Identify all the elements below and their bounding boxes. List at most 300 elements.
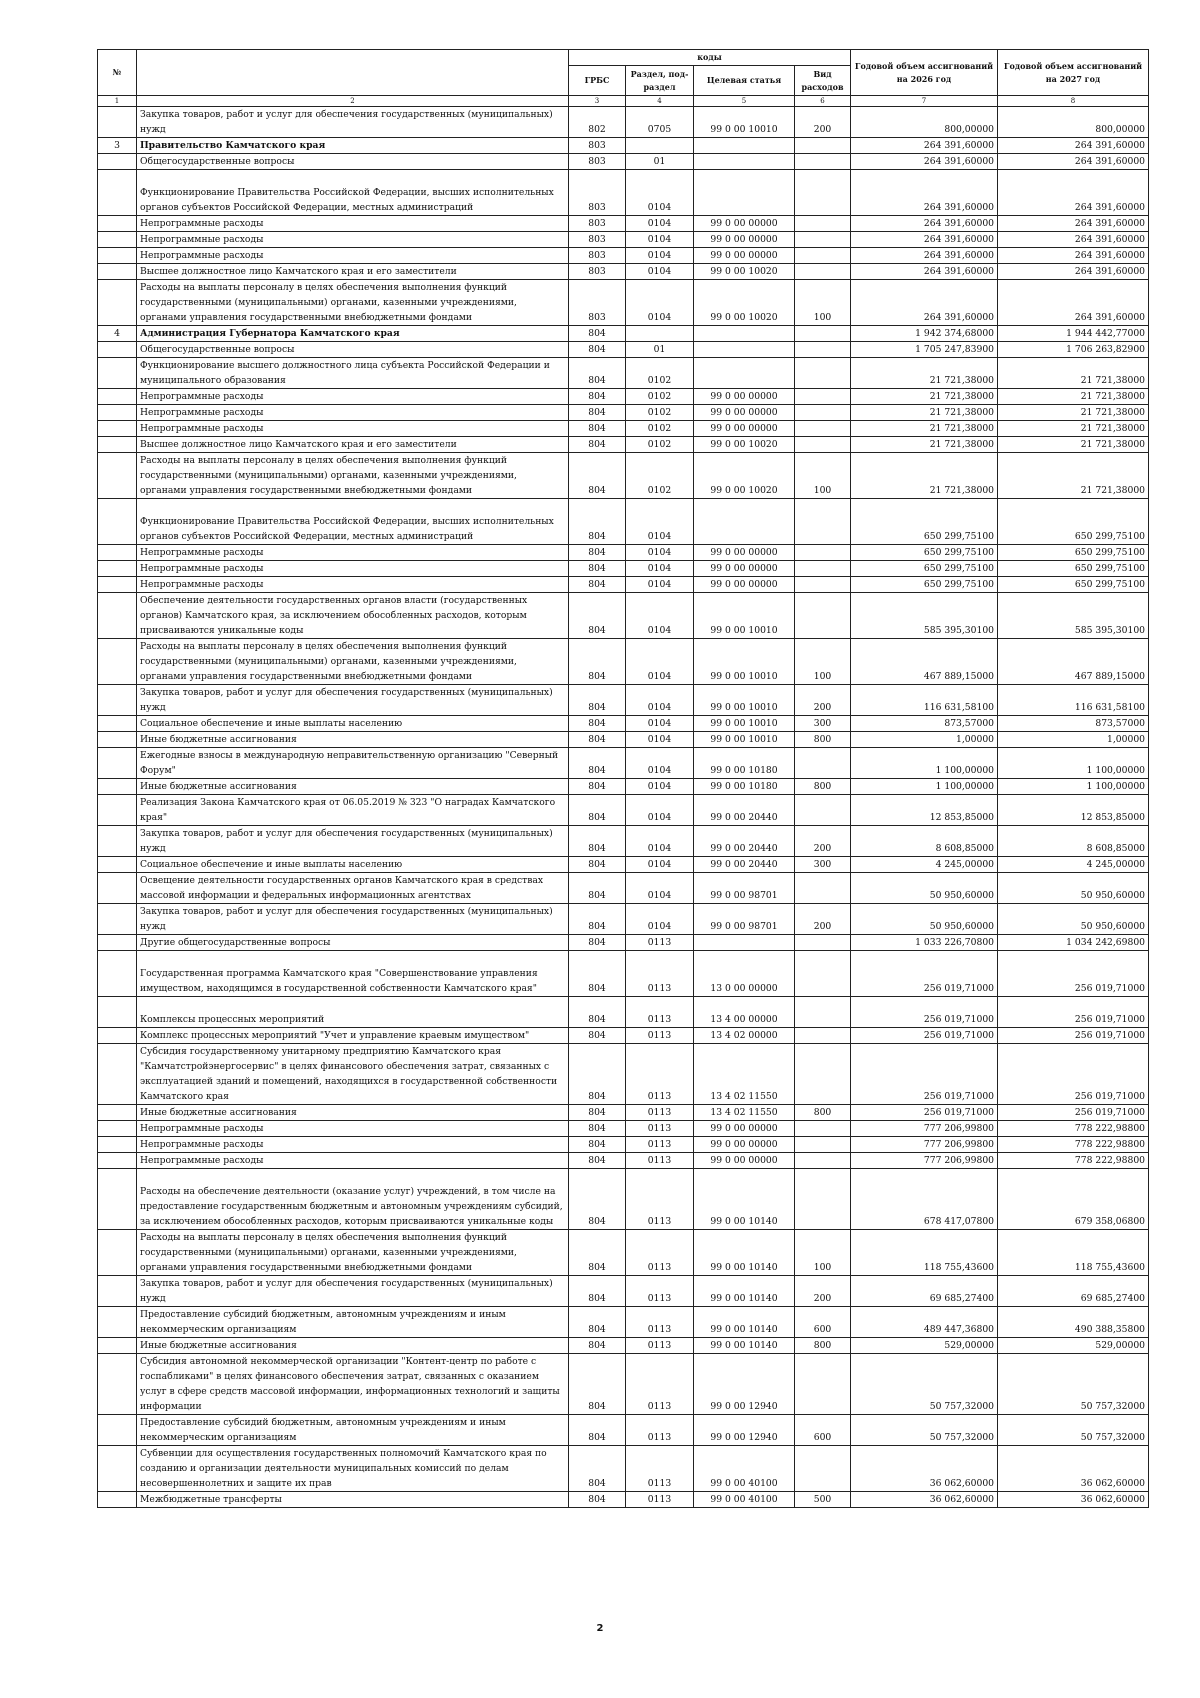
table-row xyxy=(98,1446,1149,1492)
table-row xyxy=(98,107,1149,138)
row-amount-2026: 1 705 247,83900 xyxy=(851,342,998,358)
row-grbs: 804 xyxy=(569,593,626,639)
row-name: Функционирование высшего должностного лица субъекта Российской Федерации и муниципального образования xyxy=(137,358,569,389)
row-target: 99 0 00 10180 xyxy=(694,779,795,795)
row-razdel: 0104 xyxy=(626,577,694,593)
row-amount-2026: 650 299,75100 xyxy=(851,577,998,593)
row-grbs: 804 xyxy=(569,437,626,453)
row-grbs: 803 xyxy=(569,264,626,280)
row-amount-2027: 21 721,38000 xyxy=(998,421,1149,437)
row-amount-2027: 1,00000 xyxy=(998,732,1149,748)
table-row xyxy=(98,1169,1149,1230)
table-row xyxy=(98,1276,1149,1307)
row-amount-2027: 467 889,15000 xyxy=(998,639,1149,685)
table-row xyxy=(98,1105,1149,1121)
row-number: 4 xyxy=(98,326,137,342)
table-row xyxy=(98,997,1149,1028)
row-grbs: 804 xyxy=(569,1169,626,1230)
table-row xyxy=(98,358,1149,389)
row-name: Субсидия государственному унитарному предприятию Камчатского края "Камчатстройэнергосервис" в целях финансового обеспечения затрат, связанных с эксплуатацией зданий и помещений, находящихся в государственной собственности Камчатского края xyxy=(137,1044,569,1105)
row-grbs: 804 xyxy=(569,577,626,593)
row-amount-2026: 873,57000 xyxy=(851,716,998,732)
row-razdel: 0104 xyxy=(626,545,694,561)
row-amount-2027: 778 222,98800 xyxy=(998,1121,1149,1137)
row-amount-2027: 21 721,38000 xyxy=(998,453,1149,499)
row-target xyxy=(694,138,795,154)
row-target: 99 0 00 20440 xyxy=(694,857,795,873)
row-number xyxy=(98,1105,137,1121)
row-name: Общегосударственные вопросы xyxy=(137,342,569,358)
row-grbs: 804 xyxy=(569,779,626,795)
row-amount-2027: 529,00000 xyxy=(998,1338,1149,1354)
row-target: 99 0 00 40100 xyxy=(694,1492,795,1508)
row-amount-2027: 21 721,38000 xyxy=(998,405,1149,421)
row-name: Иные бюджетные ассигнования xyxy=(137,1338,569,1354)
row-name: Администрация Губернатора Камчатского края xyxy=(137,326,569,342)
row-target xyxy=(694,342,795,358)
column-number: 2 xyxy=(137,96,569,107)
table-row xyxy=(98,280,1149,326)
row-number xyxy=(98,1169,137,1230)
row-target xyxy=(694,170,795,216)
row-amount-2026: 585 395,30100 xyxy=(851,593,998,639)
row-target: 99 0 00 10010 xyxy=(694,685,795,716)
row-amount-2027: 256 019,71000 xyxy=(998,997,1149,1028)
row-amount-2026: 1 100,00000 xyxy=(851,748,998,779)
row-target: 99 0 00 10010 xyxy=(694,732,795,748)
table-row xyxy=(98,795,1149,826)
row-amount-2026: 36 062,60000 xyxy=(851,1492,998,1508)
header-name xyxy=(137,50,569,96)
row-name: Закупка товаров, работ и услуг для обеспечения государственных (муниципальных) нужд xyxy=(137,826,569,857)
row-vid xyxy=(795,1121,851,1137)
row-razdel: 0104 xyxy=(626,904,694,935)
row-number xyxy=(98,545,137,561)
row-grbs: 804 xyxy=(569,1137,626,1153)
row-target: 13 4 00 00000 xyxy=(694,997,795,1028)
column-number: 3 xyxy=(569,96,626,107)
row-name: Обеспечение деятельности государственных органов власти (государственных органов) Камчатского края, за исключением обособленных расходов, которым присваиваются уникальные коды xyxy=(137,593,569,639)
row-amount-2026: 50 950,60000 xyxy=(851,904,998,935)
row-razdel: 0113 xyxy=(626,1137,694,1153)
row-amount-2027: 69 685,27400 xyxy=(998,1276,1149,1307)
row-name: Иные бюджетные ассигнования xyxy=(137,1105,569,1121)
row-vid: 100 xyxy=(795,639,851,685)
row-amount-2026: 21 721,38000 xyxy=(851,405,998,421)
row-amount-2026: 650 299,75100 xyxy=(851,499,998,545)
row-target: 99 0 00 10180 xyxy=(694,748,795,779)
row-amount-2027: 264 391,60000 xyxy=(998,138,1149,154)
row-amount-2026: 21 721,38000 xyxy=(851,453,998,499)
row-grbs: 804 xyxy=(569,1415,626,1446)
row-amount-2027: 650 299,75100 xyxy=(998,577,1149,593)
row-razdel: 0102 xyxy=(626,437,694,453)
row-amount-2027: 116 631,58100 xyxy=(998,685,1149,716)
row-vid xyxy=(795,154,851,170)
row-amount-2027: 50 950,60000 xyxy=(998,873,1149,904)
row-vid: 200 xyxy=(795,685,851,716)
row-amount-2026: 1 942 374,68000 xyxy=(851,326,998,342)
table-row xyxy=(98,1415,1149,1446)
row-number xyxy=(98,499,137,545)
row-grbs: 804 xyxy=(569,1338,626,1354)
row-grbs: 804 xyxy=(569,732,626,748)
row-amount-2027: 21 721,38000 xyxy=(998,358,1149,389)
row-amount-2026: 256 019,71000 xyxy=(851,1105,998,1121)
row-target: 13 4 02 11550 xyxy=(694,1044,795,1105)
row-razdel xyxy=(626,138,694,154)
row-razdel: 0113 xyxy=(626,1028,694,1044)
row-vid xyxy=(795,1354,851,1415)
row-razdel: 0104 xyxy=(626,716,694,732)
row-amount-2027: 256 019,71000 xyxy=(998,1028,1149,1044)
row-amount-2027: 256 019,71000 xyxy=(998,951,1149,997)
row-grbs: 804 xyxy=(569,748,626,779)
table-row xyxy=(98,779,1149,795)
row-number xyxy=(98,795,137,826)
row-grbs: 804 xyxy=(569,639,626,685)
row-amount-2026: 650 299,75100 xyxy=(851,545,998,561)
row-razdel: 0104 xyxy=(626,216,694,232)
row-name: Непрограммные расходы xyxy=(137,1137,569,1153)
row-amount-2027: 264 391,60000 xyxy=(998,154,1149,170)
row-target: 99 0 00 10010 xyxy=(694,593,795,639)
row-number xyxy=(98,154,137,170)
row-name: Непрограммные расходы xyxy=(137,248,569,264)
row-amount-2027: 256 019,71000 xyxy=(998,1044,1149,1105)
row-amount-2027: 1 944 442,77000 xyxy=(998,326,1149,342)
row-grbs: 804 xyxy=(569,857,626,873)
row-target xyxy=(694,326,795,342)
row-number xyxy=(98,421,137,437)
row-vid: 600 xyxy=(795,1307,851,1338)
row-amount-2027: 12 853,85000 xyxy=(998,795,1149,826)
row-grbs: 804 xyxy=(569,326,626,342)
row-number xyxy=(98,1415,137,1446)
row-number xyxy=(98,997,137,1028)
row-number xyxy=(98,280,137,326)
row-name: Высшее должностное лицо Камчатского края и его заместители xyxy=(137,264,569,280)
row-razdel: 0113 xyxy=(626,1415,694,1446)
row-number xyxy=(98,232,137,248)
row-amount-2026: 21 721,38000 xyxy=(851,358,998,389)
row-target: 99 0 00 10010 xyxy=(694,107,795,138)
row-grbs: 804 xyxy=(569,1044,626,1105)
row-amount-2026: 256 019,71000 xyxy=(851,951,998,997)
row-number xyxy=(98,170,137,216)
table-row xyxy=(98,1354,1149,1415)
row-amount-2027: 4 245,00000 xyxy=(998,857,1149,873)
row-vid: 300 xyxy=(795,857,851,873)
row-vid xyxy=(795,1153,851,1169)
row-grbs: 804 xyxy=(569,873,626,904)
row-grbs: 804 xyxy=(569,499,626,545)
row-amount-2026: 650 299,75100 xyxy=(851,561,998,577)
row-name: Непрограммные расходы xyxy=(137,561,569,577)
row-vid xyxy=(795,577,851,593)
row-grbs: 803 xyxy=(569,154,626,170)
row-amount-2026: 1,00000 xyxy=(851,732,998,748)
row-razdel: 0113 xyxy=(626,1105,694,1121)
row-name: Ежегодные взносы в международную неправительственную организацию "Северный Форум" xyxy=(137,748,569,779)
row-number xyxy=(98,1446,137,1492)
table-row xyxy=(98,1044,1149,1105)
row-name: Непрограммные расходы xyxy=(137,405,569,421)
row-grbs: 804 xyxy=(569,1307,626,1338)
row-number xyxy=(98,1044,137,1105)
row-name: Социальное обеспечение и иные выплаты населению xyxy=(137,716,569,732)
table-row xyxy=(98,453,1149,499)
table-row xyxy=(98,437,1149,453)
row-amount-2026: 69 685,27400 xyxy=(851,1276,998,1307)
table-row xyxy=(98,716,1149,732)
header-2027: Годовой объем ассигнований на 2027 год xyxy=(998,50,1149,96)
row-name: Комплекс процессных мероприятий "Учет и управление краевым имуществом" xyxy=(137,1028,569,1044)
row-razdel: 0113 xyxy=(626,1153,694,1169)
row-name: Освещение деятельности государственных органов Камчатского края в средствах массовой информации и федеральных информационных агентствах xyxy=(137,873,569,904)
row-amount-2026: 12 853,85000 xyxy=(851,795,998,826)
row-target: 99 0 00 10020 xyxy=(694,264,795,280)
row-razdel: 0104 xyxy=(626,593,694,639)
row-target: 13 4 02 11550 xyxy=(694,1105,795,1121)
row-vid xyxy=(795,437,851,453)
row-vid xyxy=(795,1028,851,1044)
row-grbs: 804 xyxy=(569,1446,626,1492)
row-amount-2027: 264 391,60000 xyxy=(998,280,1149,326)
row-number xyxy=(98,779,137,795)
row-grbs: 803 xyxy=(569,170,626,216)
row-amount-2026: 800,00000 xyxy=(851,107,998,138)
row-name: Функционирование Правительства Российской Федерации, высших исполнительных органов субъектов Российской Федерации, местных администраций xyxy=(137,170,569,216)
row-vid xyxy=(795,873,851,904)
row-name: Закупка товаров, работ и услуг для обеспечения государственных (муниципальных) нужд xyxy=(137,107,569,138)
row-amount-2026: 489 447,36800 xyxy=(851,1307,998,1338)
row-target: 99 0 00 00000 xyxy=(694,421,795,437)
row-amount-2027: 256 019,71000 xyxy=(998,1105,1149,1121)
row-number xyxy=(98,593,137,639)
row-target: 99 0 00 12940 xyxy=(694,1354,795,1415)
row-amount-2027: 1 100,00000 xyxy=(998,748,1149,779)
row-amount-2027: 778 222,98800 xyxy=(998,1153,1149,1169)
row-name: Предоставление субсидий бюджетным, автономным учреждениям и иным некоммерческим организациям xyxy=(137,1307,569,1338)
row-razdel: 0104 xyxy=(626,248,694,264)
row-vid: 200 xyxy=(795,904,851,935)
row-grbs: 802 xyxy=(569,107,626,138)
row-name: Расходы на обеспечение деятельности (оказание услуг) учреждений, в том числе на предоставление государственным бюджетным и автономным учреждениям субсидий, за исключением обособленных расходов, которым присваиваются уникальные коды xyxy=(137,1169,569,1230)
row-number xyxy=(98,1121,137,1137)
row-razdel: 0104 xyxy=(626,264,694,280)
row-vid: 200 xyxy=(795,1276,851,1307)
row-razdel: 0113 xyxy=(626,1121,694,1137)
row-target: 99 0 00 12940 xyxy=(694,1415,795,1446)
row-razdel: 0104 xyxy=(626,795,694,826)
row-vid xyxy=(795,138,851,154)
row-target: 99 0 00 98701 xyxy=(694,873,795,904)
row-target: 99 0 00 10140 xyxy=(694,1276,795,1307)
row-vid xyxy=(795,997,851,1028)
row-target: 13 0 00 00000 xyxy=(694,951,795,997)
row-target: 99 0 00 00000 xyxy=(694,232,795,248)
row-name: Социальное обеспечение и иные выплаты населению xyxy=(137,857,569,873)
row-name: Государственная программа Камчатского края "Совершенствование управления имуществом, находящимся в государственной собственности Камчатского края" xyxy=(137,951,569,997)
row-grbs: 804 xyxy=(569,389,626,405)
row-grbs: 804 xyxy=(569,951,626,997)
row-grbs: 804 xyxy=(569,826,626,857)
row-razdel xyxy=(626,326,694,342)
row-number xyxy=(98,904,137,935)
row-amount-2026: 1 100,00000 xyxy=(851,779,998,795)
row-number xyxy=(98,716,137,732)
row-name: Закупка товаров, работ и услуг для обеспечения государственных (муниципальных) нужд xyxy=(137,1276,569,1307)
row-grbs: 804 xyxy=(569,1230,626,1276)
row-razdel: 0113 xyxy=(626,1169,694,1230)
row-amount-2027: 36 062,60000 xyxy=(998,1492,1149,1508)
row-vid: 100 xyxy=(795,1230,851,1276)
row-target: 99 0 00 10140 xyxy=(694,1169,795,1230)
row-razdel: 0113 xyxy=(626,951,694,997)
row-vid xyxy=(795,545,851,561)
row-razdel: 0104 xyxy=(626,779,694,795)
row-target: 99 0 00 00000 xyxy=(694,1153,795,1169)
row-amount-2026: 264 391,60000 xyxy=(851,248,998,264)
header-vid: Вид расходов xyxy=(795,66,851,96)
row-name: Реализация Закона Камчатского края от 06.05.2019 № 323 "О наградах Камчатского края" xyxy=(137,795,569,826)
row-number xyxy=(98,264,137,280)
row-amount-2026: 264 391,60000 xyxy=(851,280,998,326)
row-name: Субвенции для осуществления государственных полномочий Камчатского края по созданию и организации деятельности муниципальных комиссий по делам несовершеннолетних и защите их прав xyxy=(137,1446,569,1492)
row-razdel: 0104 xyxy=(626,732,694,748)
row-target xyxy=(694,499,795,545)
row-razdel: 0102 xyxy=(626,389,694,405)
table-row xyxy=(98,857,1149,873)
row-grbs: 804 xyxy=(569,453,626,499)
row-amount-2026: 256 019,71000 xyxy=(851,1044,998,1105)
table-row xyxy=(98,264,1149,280)
row-number xyxy=(98,1354,137,1415)
row-amount-2026: 4 245,00000 xyxy=(851,857,998,873)
row-razdel: 0113 xyxy=(626,1338,694,1354)
row-amount-2027: 650 299,75100 xyxy=(998,561,1149,577)
row-name: Непрограммные расходы xyxy=(137,389,569,405)
row-razdel: 0705 xyxy=(626,107,694,138)
row-razdel: 0104 xyxy=(626,170,694,216)
row-number xyxy=(98,107,137,138)
row-vid xyxy=(795,593,851,639)
row-amount-2027: 1 034 242,69800 xyxy=(998,935,1149,951)
row-grbs: 803 xyxy=(569,248,626,264)
row-amount-2027: 264 391,60000 xyxy=(998,248,1149,264)
row-amount-2026: 116 631,58100 xyxy=(851,685,998,716)
row-target xyxy=(694,154,795,170)
row-amount-2027: 21 721,38000 xyxy=(998,389,1149,405)
row-vid xyxy=(795,326,851,342)
row-amount-2027: 50 757,32000 xyxy=(998,1354,1149,1415)
row-number xyxy=(98,1153,137,1169)
table-row xyxy=(98,935,1149,951)
table-row xyxy=(98,904,1149,935)
row-amount-2026: 467 889,15000 xyxy=(851,639,998,685)
table-row xyxy=(98,748,1149,779)
row-number xyxy=(98,873,137,904)
row-number xyxy=(98,216,137,232)
row-amount-2027: 585 395,30100 xyxy=(998,593,1149,639)
table-row xyxy=(98,232,1149,248)
row-name: Другие общегосударственные вопросы xyxy=(137,935,569,951)
row-vid xyxy=(795,561,851,577)
row-vid xyxy=(795,421,851,437)
row-amount-2027: 264 391,60000 xyxy=(998,264,1149,280)
row-amount-2027: 264 391,60000 xyxy=(998,170,1149,216)
column-number: 1 xyxy=(98,96,137,107)
row-name: Высшее должностное лицо Камчатского края и его заместители xyxy=(137,437,569,453)
header-num: № xyxy=(98,50,137,96)
row-amount-2027: 778 222,98800 xyxy=(998,1137,1149,1153)
row-vid xyxy=(795,358,851,389)
row-amount-2027: 50 950,60000 xyxy=(998,904,1149,935)
row-amount-2026: 678 417,07800 xyxy=(851,1169,998,1230)
row-amount-2027: 873,57000 xyxy=(998,716,1149,732)
row-amount-2026: 21 721,38000 xyxy=(851,421,998,437)
row-amount-2027: 800,00000 xyxy=(998,107,1149,138)
row-number xyxy=(98,577,137,593)
row-amount-2026: 36 062,60000 xyxy=(851,1446,998,1492)
row-number xyxy=(98,561,137,577)
row-number xyxy=(98,1492,137,1508)
table-row xyxy=(98,1307,1149,1338)
row-number xyxy=(98,1307,137,1338)
row-vid: 200 xyxy=(795,107,851,138)
row-name: Непрограммные расходы xyxy=(137,216,569,232)
table-row xyxy=(98,421,1149,437)
row-name: Межбюджетные трансферты xyxy=(137,1492,569,1508)
row-target: 99 0 00 10020 xyxy=(694,280,795,326)
header-2026: Годовой объем ассигнований на 2026 год xyxy=(851,50,998,96)
row-grbs: 804 xyxy=(569,561,626,577)
row-amount-2026: 777 206,99800 xyxy=(851,1153,998,1169)
row-number xyxy=(98,857,137,873)
row-name: Непрограммные расходы xyxy=(137,1153,569,1169)
row-amount-2026: 50 757,32000 xyxy=(851,1415,998,1446)
row-vid xyxy=(795,499,851,545)
row-vid xyxy=(795,1137,851,1153)
row-number xyxy=(98,248,137,264)
row-razdel: 0113 xyxy=(626,1276,694,1307)
row-grbs: 803 xyxy=(569,138,626,154)
row-target: 99 0 00 00000 xyxy=(694,389,795,405)
row-grbs: 804 xyxy=(569,1105,626,1121)
table-row xyxy=(98,248,1149,264)
row-vid: 800 xyxy=(795,779,851,795)
row-razdel: 01 xyxy=(626,342,694,358)
row-number xyxy=(98,935,137,951)
row-grbs: 804 xyxy=(569,421,626,437)
row-number xyxy=(98,826,137,857)
row-razdel: 0104 xyxy=(626,748,694,779)
row-vid xyxy=(795,1044,851,1105)
row-amount-2027: 21 721,38000 xyxy=(998,437,1149,453)
row-target: 99 0 00 00000 xyxy=(694,405,795,421)
row-name: Непрограммные расходы xyxy=(137,232,569,248)
row-vid xyxy=(795,935,851,951)
column-number: 5 xyxy=(694,96,795,107)
row-number xyxy=(98,951,137,997)
row-amount-2027: 650 299,75100 xyxy=(998,499,1149,545)
row-grbs: 804 xyxy=(569,716,626,732)
row-vid xyxy=(795,748,851,779)
row-vid xyxy=(795,795,851,826)
table-row xyxy=(98,154,1149,170)
row-grbs: 803 xyxy=(569,232,626,248)
